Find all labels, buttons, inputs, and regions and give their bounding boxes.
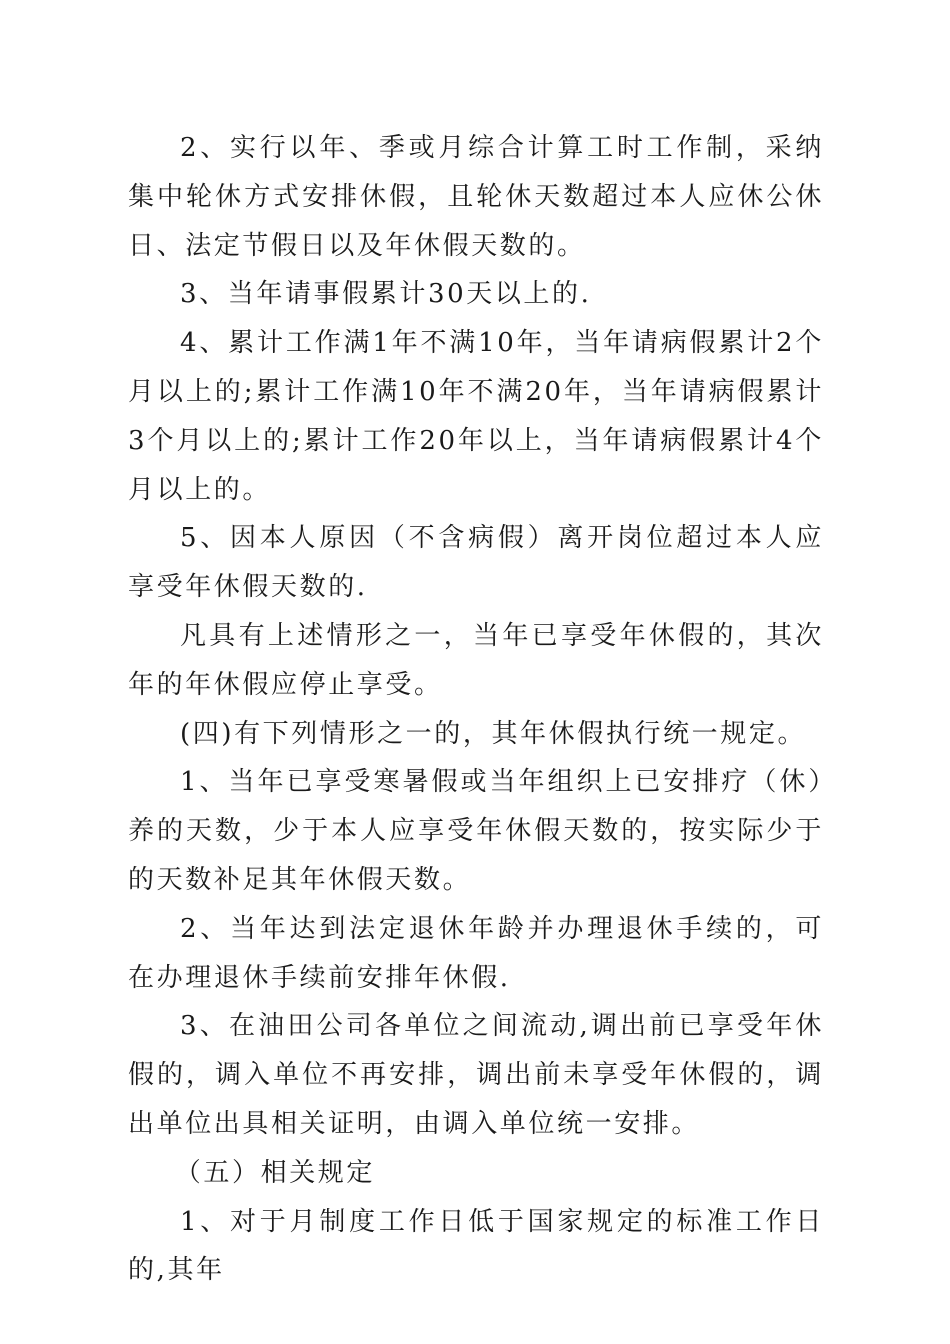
paragraph-item-3-transfer: 3、在油田公司各单位之间流动,调出前已享受年休假的，调入单位不再安排，调出前未享受年休假的，调出单位出具相关证明，由调入单位统一安排。 xyxy=(128,1011,824,1139)
document-body xyxy=(128,124,824,1295)
paragraph-item-3-personal-leave: 3、当年请事假累计30天以上的. xyxy=(180,279,592,310)
paragraph-summary-next-year: 凡具有上述情形之一，当年已享受年休假的，其次年的年休假应停止享受。 xyxy=(128,620,824,700)
section-heading-five: （五）相关规定 xyxy=(174,1157,375,1188)
paragraph-item-1-vacation-shortfall: 1、当年已享受寒暑假或当年组织上已安排疗（休）养的天数，少于本人应享受年休假天数的，按实际少于的天数补足其年休假天数。 xyxy=(128,767,824,895)
paragraph-item-4-sick-leave: 4、累计工作满1年不满10年，当年请病假累计2个月以上的;累计工作满10年不满20年，当年请病假累计3个月以上的;累计工作20年以上，当年请病假累计4个月以上的。 xyxy=(128,328,824,505)
paragraph-item-2-retirement: 2、当年达到法定退休年龄并办理退休手续的，可在办理退休手续前安排年休假. xyxy=(128,913,824,993)
paragraph-item-1-monthly-workdays: 1、对于月制度工作日低于国家规定的标准工作日的,其年 xyxy=(128,1206,824,1286)
paragraph-item-2-comprehensive-hours: 2、实行以年、季或月综合计算工时工作制，采纳集中轮休方式安排休假，且轮休天数超过本人应休公休日、法定节假日以及年休假天数的。 xyxy=(128,133,824,261)
section-heading-four: (四)有下列情形之一的，其年休假执行统一规定。 xyxy=(180,718,807,749)
paragraph-item-5-absence: 5、因本人原因（不含病假）离开岗位超过本人应享受年休假天数的. xyxy=(128,523,824,603)
